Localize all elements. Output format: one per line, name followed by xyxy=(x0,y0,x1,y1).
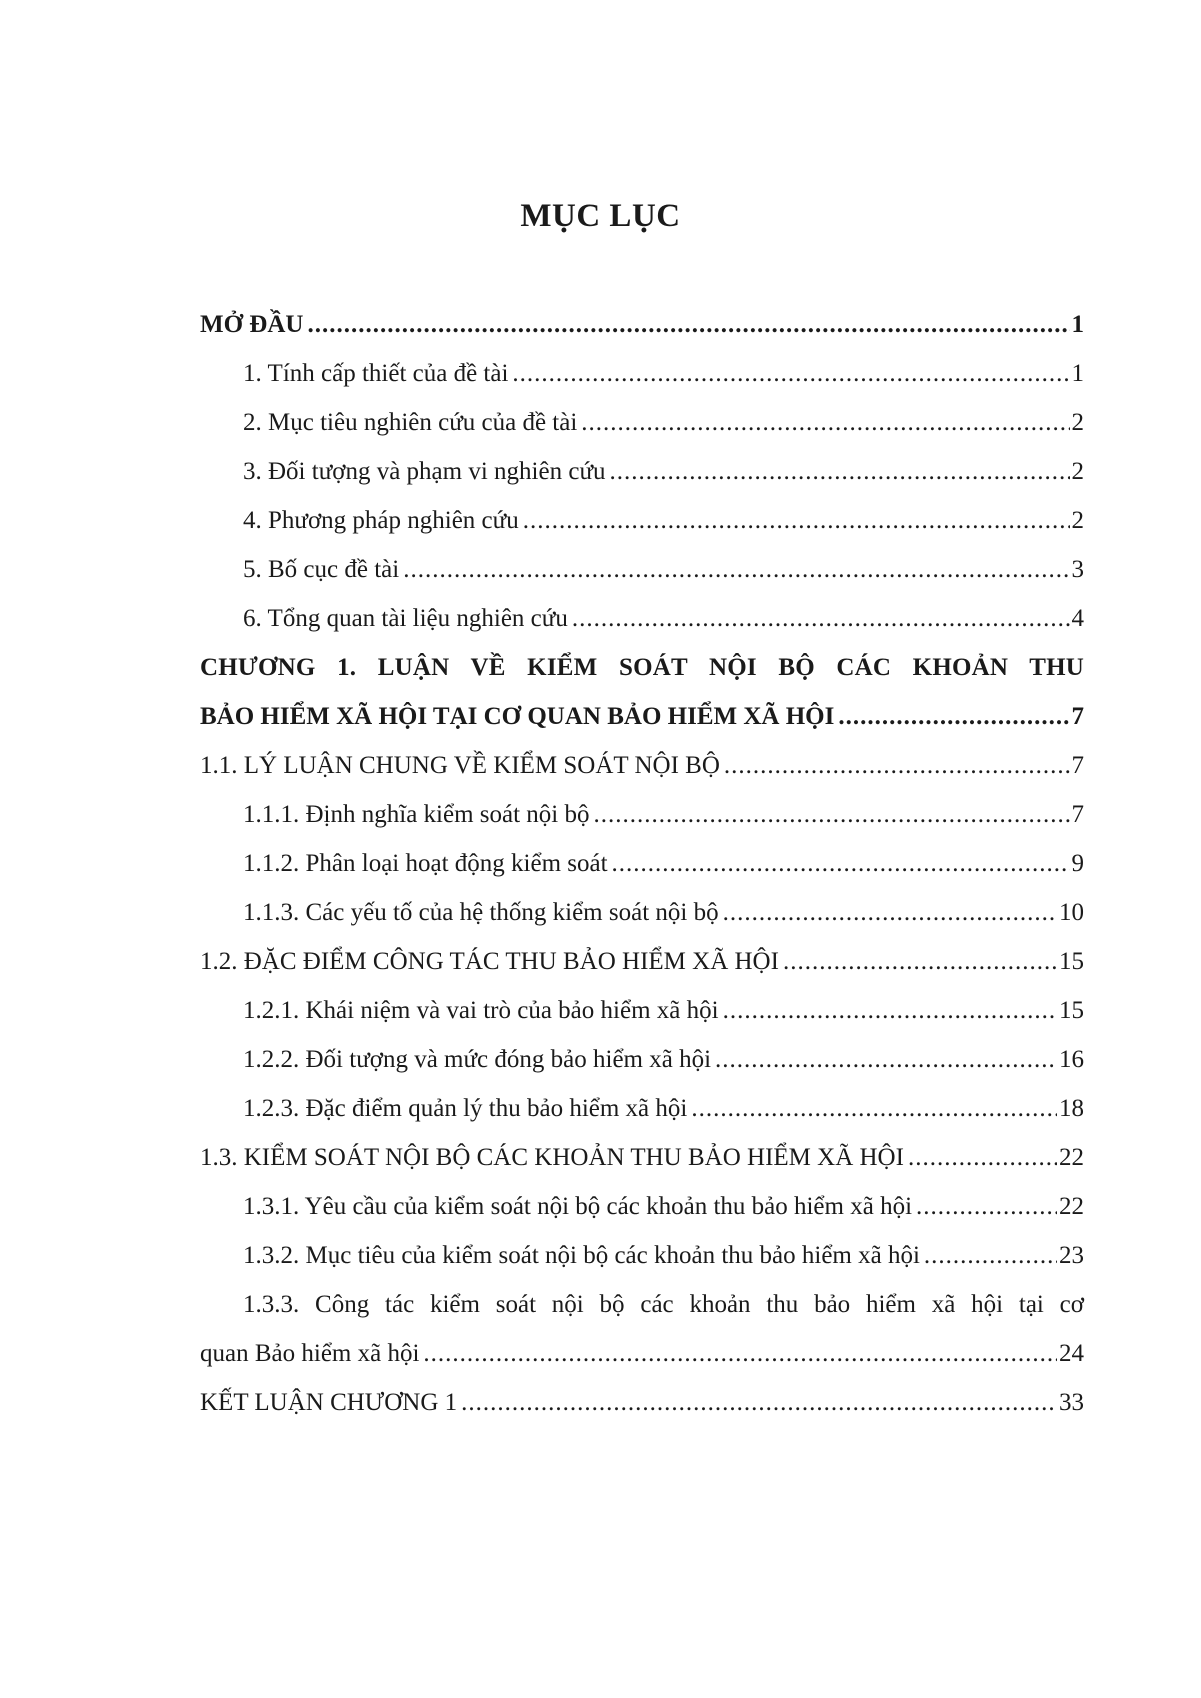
toc-entry-label: quan Bảo hiểm xã hội xyxy=(200,1340,420,1367)
dot-leader xyxy=(908,1133,1057,1182)
toc-page-number: 16 xyxy=(1059,1046,1084,1073)
toc-entry-1-2-1[interactable] xyxy=(200,986,1084,1035)
toc-page-number: 7 xyxy=(1071,752,1084,779)
dot-leader xyxy=(715,1035,1057,1084)
toc-entry-label: 1.2.2. Đối tượng và mức đóng bảo hiểm xã hội xyxy=(243,1046,712,1073)
dot-leader xyxy=(307,300,1069,349)
dot-leader xyxy=(512,349,1069,398)
toc-entry-label: 1.2. ĐẶC ĐIỂM CÔNG TÁC THU BẢO HIỂM XÃ HỘI xyxy=(200,948,779,975)
toc-entry-1-1-2[interactable] xyxy=(200,839,1084,888)
toc-entry-1-2-3[interactable] xyxy=(200,1084,1084,1133)
toc-entry-label: 1.2.1. Khái niệm và vai trò của bảo hiểm xã hội xyxy=(243,997,719,1024)
dot-leader xyxy=(724,741,1070,790)
toc-entry-chapter-1[interactable] xyxy=(200,692,1084,741)
toc-entry-1-1-3[interactable] xyxy=(200,888,1084,937)
toc-entry-label: 1. Tính cấp thiết của đề tài xyxy=(243,360,509,387)
toc-chapter-1-line1[interactable]: CHƯƠNG 1. LUẬN VỀ KIỂM SOÁT NỘI BỘ CÁC KHOẢN THU xyxy=(200,654,1084,681)
table-of-contents xyxy=(200,300,1084,1427)
toc-page-number: 7 xyxy=(1071,703,1084,730)
toc-page-number: 1 xyxy=(1071,311,1084,338)
toc-entry-1-3-3-line1[interactable]: 1.3.3. Công tác kiểm soát nội bộ các khoản thu bảo hiểm xã hội tại cơ xyxy=(243,1291,1084,1318)
toc-entry-4[interactable] xyxy=(200,496,1084,545)
toc-entry-label: KẾT LUẬN CHƯƠNG 1 xyxy=(200,1389,458,1416)
page-title: MỤC LỤC xyxy=(520,198,681,234)
toc-entry-1-1[interactable] xyxy=(200,741,1084,790)
toc-entry-label: 2. Mục tiêu nghiên cứu của đề tài xyxy=(243,409,578,436)
toc-entry-label: 3. Đối tượng và phạm vi nghiên cứu xyxy=(243,458,606,485)
toc-entry-1-2[interactable] xyxy=(200,937,1084,986)
toc-entry-label: 1.3. KIỂM SOÁT NỘI BỘ CÁC KHOẢN THU BẢO HIỂM XÃ HỘI xyxy=(200,1144,904,1171)
dot-leader xyxy=(783,937,1057,986)
toc-entry-label: 1.3.2. Mục tiêu của kiểm soát nội bộ các khoản thu bảo hiểm xã hội xyxy=(243,1242,920,1269)
toc-page-number: 7 xyxy=(1071,801,1084,828)
toc-entry-label: 1.1.3. Các yếu tố của hệ thống kiểm soát nội bộ xyxy=(243,899,719,926)
toc-page-number: 4 xyxy=(1071,605,1084,632)
toc-entry-1-3-1[interactable] xyxy=(200,1182,1084,1231)
toc-entry-label: 1.1.2. Phân loại hoạt động kiểm soát xyxy=(243,850,608,877)
toc-page-number: 2 xyxy=(1071,409,1084,436)
toc-entry-label: 1.1. LÝ LUẬN CHUNG VỀ KIỂM SOÁT NỘI BỘ xyxy=(200,752,720,779)
toc-page-number: 10 xyxy=(1059,899,1084,926)
toc-entry-label: 1.1.1. Định nghĩa kiểm soát nội bộ xyxy=(243,801,590,828)
dot-leader xyxy=(924,1231,1057,1280)
dot-leader xyxy=(423,1329,1057,1378)
toc-entry-label: 4. Phương pháp nghiên cứu xyxy=(243,507,519,534)
dot-leader xyxy=(461,1378,1057,1427)
dot-leader xyxy=(916,1182,1057,1231)
dot-leader xyxy=(581,398,1069,447)
toc-entry-6[interactable] xyxy=(200,594,1084,643)
dot-leader xyxy=(403,545,1069,594)
toc-entry-5[interactable] xyxy=(200,545,1084,594)
toc-page-number: 18 xyxy=(1059,1095,1084,1122)
toc-page-number: 22 xyxy=(1059,1144,1084,1171)
toc-page-number: 3 xyxy=(1071,556,1084,583)
dot-leader xyxy=(723,888,1057,937)
dot-leader xyxy=(572,594,1070,643)
toc-entry-label: BẢO HIỂM XÃ HỘI TẠI CƠ QUAN BẢO HIỂM XÃ HỘI xyxy=(200,703,835,730)
dot-leader xyxy=(610,447,1070,496)
toc-page-number: 22 xyxy=(1059,1193,1084,1220)
toc-entry-mo-dau[interactable] xyxy=(200,300,1084,349)
toc-entry-label: 1.2.3. Đặc điểm quản lý thu bảo hiểm xã hội xyxy=(243,1095,688,1122)
dot-leader xyxy=(691,1084,1057,1133)
toc-entry-1[interactable] xyxy=(200,349,1084,398)
dot-leader xyxy=(523,496,1070,545)
toc-entry-label: 1.3.1. Yêu cầu của kiểm soát nội bộ các khoản thu bảo hiểm xã hội xyxy=(243,1193,913,1220)
toc-entry-1-3-3[interactable] xyxy=(200,1329,1084,1378)
toc-page-number: 15 xyxy=(1059,948,1084,975)
toc-entry-3[interactable] xyxy=(200,447,1084,496)
toc-entry-2[interactable] xyxy=(200,398,1084,447)
toc-entry-1-3[interactable] xyxy=(200,1133,1084,1182)
dot-leader xyxy=(594,790,1070,839)
dot-leader xyxy=(838,692,1069,741)
toc-entry-ket-luan-chuong-1[interactable] xyxy=(200,1378,1084,1427)
toc-entry-1-3-2[interactable] xyxy=(200,1231,1084,1280)
toc-page-number: 24 xyxy=(1059,1340,1084,1367)
toc-entry-1-1-1[interactable] xyxy=(200,790,1084,839)
toc-page-number: 23 xyxy=(1059,1242,1084,1269)
toc-entry-label: 6. Tổng quan tài liệu nghiên cứu xyxy=(243,605,568,632)
toc-page-number: 1 xyxy=(1071,360,1084,387)
toc-entry-label: 5. Bố cục đề tài xyxy=(243,556,400,583)
toc-page-number: 15 xyxy=(1059,997,1084,1024)
toc-page-number: 9 xyxy=(1071,850,1084,877)
dot-leader xyxy=(612,839,1070,888)
toc-entry-label: MỞ ĐẦU xyxy=(200,311,304,338)
dot-leader xyxy=(723,986,1057,1035)
toc-page-number: 33 xyxy=(1059,1389,1084,1416)
toc-page-number: 2 xyxy=(1071,458,1084,485)
toc-page-number: 2 xyxy=(1071,507,1084,534)
toc-entry-1-2-2[interactable] xyxy=(200,1035,1084,1084)
